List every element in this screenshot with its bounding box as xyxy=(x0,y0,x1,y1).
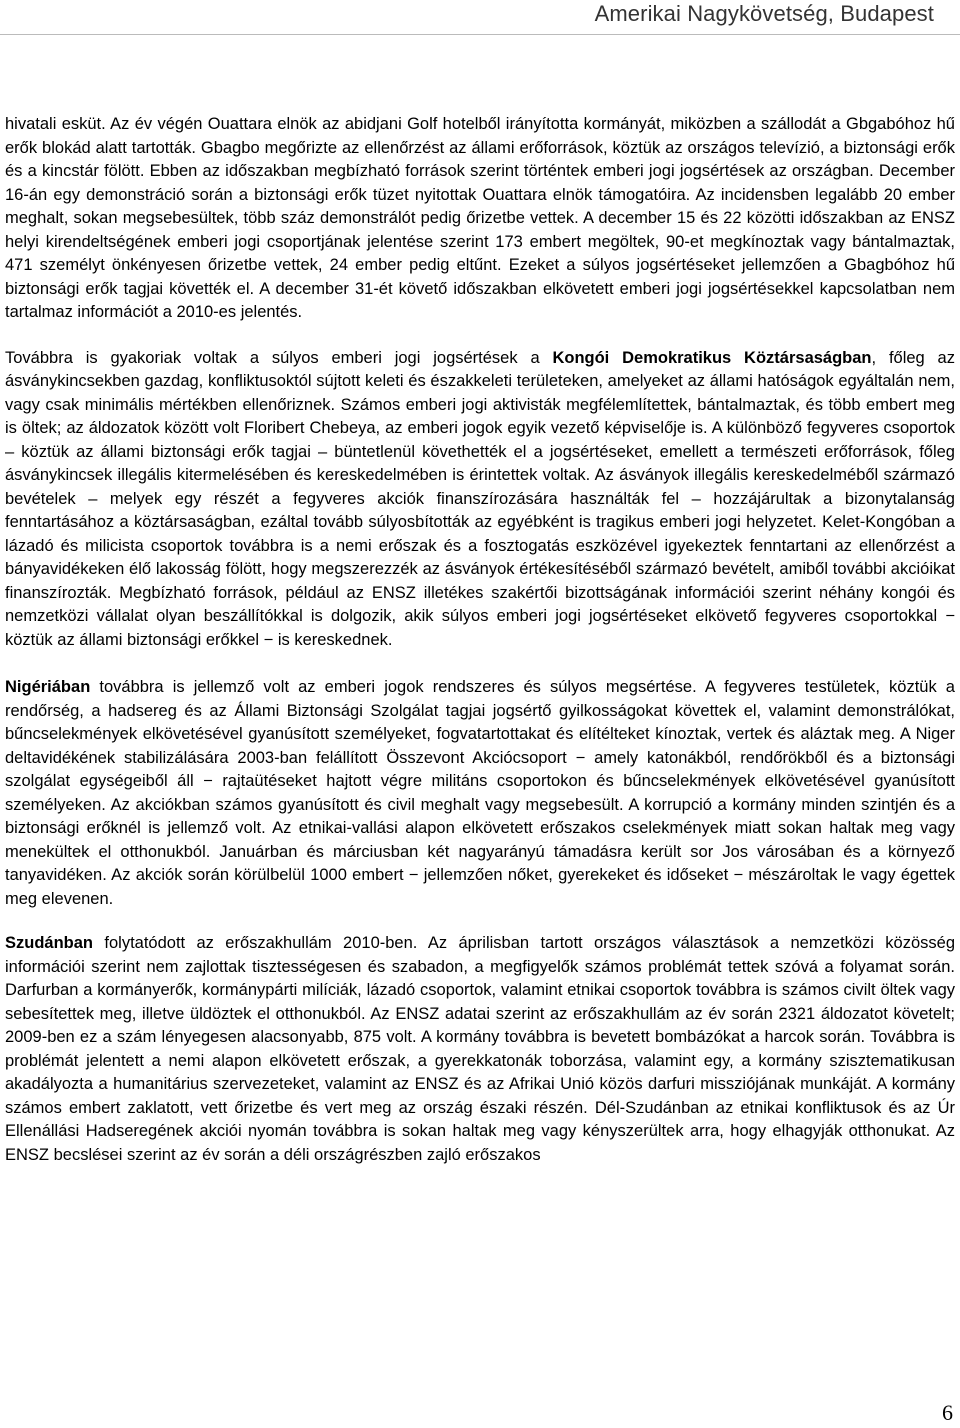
page-header xyxy=(0,0,960,36)
paragraph-nigeria xyxy=(5,676,955,911)
paragraph-cote-divoire xyxy=(5,113,955,325)
paragraph-text: folytatódott az erőszakhullám 2010-ben. Az áprilisban tartott országos választások a nemzetközi közösség információi szerint nem zajlottak tisztességesen és szabadon, a megfigyelők számos problémát tettek szóvá a folyamat során. Darfurban a kormányerők, kormánypárti milíciák, lázadó csoportok, valamint etnikai csoportok továbbra is számos civilt öltek vagy sebesítettek meg, illetve üldöztek el otthonukból. Az ENSZ adatai szerint az erőszakhullám az év során 2321 áldozatot követelt; 2009-ben ez a szám lényegesen alacsonyabb, 875 volt. A kormány továbbra is bevetett bombázókat a harcok során. Továbbra is problémát jelentett a nemi alapon elkövetett erőszak, a gyerekkatonák toborzása, valamint egy, a kormány szisztematikusan akadályozta a humanitárius szervezeteket, valamint az ENSZ és az Afrikai Unió közös darfuri missziójának munkáját. A kormány számos embert zaklatott, vett őrizetbe és vert meg az ország északi részén. Dél-Szudánban az etnikai konfliktusok és az Úr Ellenállási Hadseregének akciói nyomán továbbra is sokan haltak meg vagy kényszerültek arra, hogy elhagyják otthonukat. Az ENSZ becslései szerint az év során a déli országrészben zajló erőszakos xyxy=(5,934,955,1164)
paragraph-text: , főleg az ásványkincsekben gazdag, konfliktusoktól sújtott keleti és északkeleti területeken, amelyeket az állami hatóságok egyáltalán nem, vagy csak minimális mértékben ellenőriznek. Számos emberi jogi aktivisták megfélemlítettek, bántalmaztak, és több embert meg is öltek; az áldozatok között volt Floribert Chebeya, az emberi jogok egyik vezető képviselője is. A különböző fegyveres csoportok – köztük az állami biztonsági erők tagjai – büntetlenül követhették el a jogsértéseket, emellett a természeti erőforrások, főleg ásványkincsek illegális kitermelésében és kereskedelmében is érintettek voltak. Az ásványok illegális kereskedelméből származó bevételek – melyek egy részét a fegyveres akciók finanszírozására használták fel – hozzájárultak a bizonytalanság fenntartásához a köztársaságban, ezáltal tovább súlyosbították az egyébként is tragikus emberi jogi helyzetet. Kelet-Kongóban a lázadó és milicista csoportok továbbra is a nemi erőszak és a fosztogatás eszközével igyekeztek fenntartani az ellenőrzést a bányavidékeken élő lakosság fölött, hogy megszerezzék az ásványok értékesítéséből származó bevételt, amiből további akcióikat finanszírozták. Megbízható források, például az ENSZ illetékes szakértői bizottságának információi szerint néhány kongói és nemzetközi vállalat olyan beszállítókkal is dolgozik, akik súlyos emberi jogi jogsértéseket elkövető fegyveres csoportokkal − köztük az állami biztonsági erőkkel − is kereskednek. xyxy=(5,348,955,649)
paragraph-lead-text: Továbbra is gyakoriak voltak a súlyos emberi jogi jogsértések a xyxy=(5,348,553,367)
country-name-bold: Nigériában xyxy=(5,678,91,696)
page-number: 6 xyxy=(942,1400,953,1425)
country-name-bold: Kongói Demokratikus Köztársaságban xyxy=(552,348,872,367)
paragraph-sudan xyxy=(5,932,955,1167)
header-title: Amerikai Nagykövetség, Budapest xyxy=(594,1,934,26)
paragraph-text: továbbra is jellemző volt az emberi jogok rendszeres és súlyos megsértése. A fegyveres testületek, köztük a rendőrség, a hadsereg és az Állami Biztonsági Szolgálat tagjai jogsértő gyilkosságokat követtek el, valamint demonstrálókat, bűncselekmények elkövetésével gyanúsított személyeket, fogvatartottakat és elítélteket kínoztak, vertek és aláztak meg. A Niger deltavidékének stabilizálására 2003-ban felállított Összevont Akciócsoport − amely katonákból, rendőrökből és a biztonsági szolgálat egységeiből áll − rajtaütéseket hajtott végre militáns csoportokon és bűncselekmények elkövetésével gyanúsított személyeken. Az akciókban számos gyanúsított és civil meghalt vagy megsebesült. A korrupció a kormány minden szintjén és a biztonsági erőknél is jellemző volt. Az etnikai-vallási alapon elkövetett erőszakos cselekmények miatt sokan haltak meg vagy menekültek el otthonukból. Januárban és márciusban két nagyarányú támadásra került sor Jos városában és a környező tanyavidéken. Az akciók során körülbelül 1000 embert − jellemzően nőket, gyerekeket és időseket − mészároltak le vagy égettek meg elevenen. xyxy=(5,678,955,908)
paragraph-congo xyxy=(5,347,955,653)
paragraph-text: hivatali esküt. Az év végén Ouattara elnök az abidjani Golf hotelből irányította kormányát, miközben a szállodát a Gbgabóhoz hű erők blokád alatt tartották. Gbagbo megőrizte az ellenőrzést az állami erőforrások, köztük az országos televízió, a biztonsági erők és a kincstár fölött. Ebben az időszakban megbízható források szerint történtek emberi jogi jogsértések az országban. December 16-án egy demonstráció során a biztonsági erők tüzet nyitottak Ouattara elnök támogatóira. Az incidensben legalább 20 ember meghalt, sokan megsebesültek, több száz demonstrálót pedig őrizetbe vettek. A december 15 és 22 közötti időszakban az ENSZ helyi kirendeltségének emberi jogi csoportjának jelentése szerint 173 embert megöltek, 90-et megkínoztak vagy bántalmaztak, 471 személyt önkényesen őrizetbe vettek, 24 ember pedig eltűnt. Ezeket a súlyos jogsértéseket jellemzően a Gbagbóhoz hű biztonsági erők tagjai követték el. A december 31-ét követő időszakban elkövetett emberi jogi jogsértésekkel kapcsolatban nem tartalmaz információt a 2010-es jelentés. xyxy=(5,115,955,321)
header-divider xyxy=(0,34,960,35)
country-name-bold: Szudánban xyxy=(5,934,94,952)
document-body xyxy=(5,113,955,1167)
